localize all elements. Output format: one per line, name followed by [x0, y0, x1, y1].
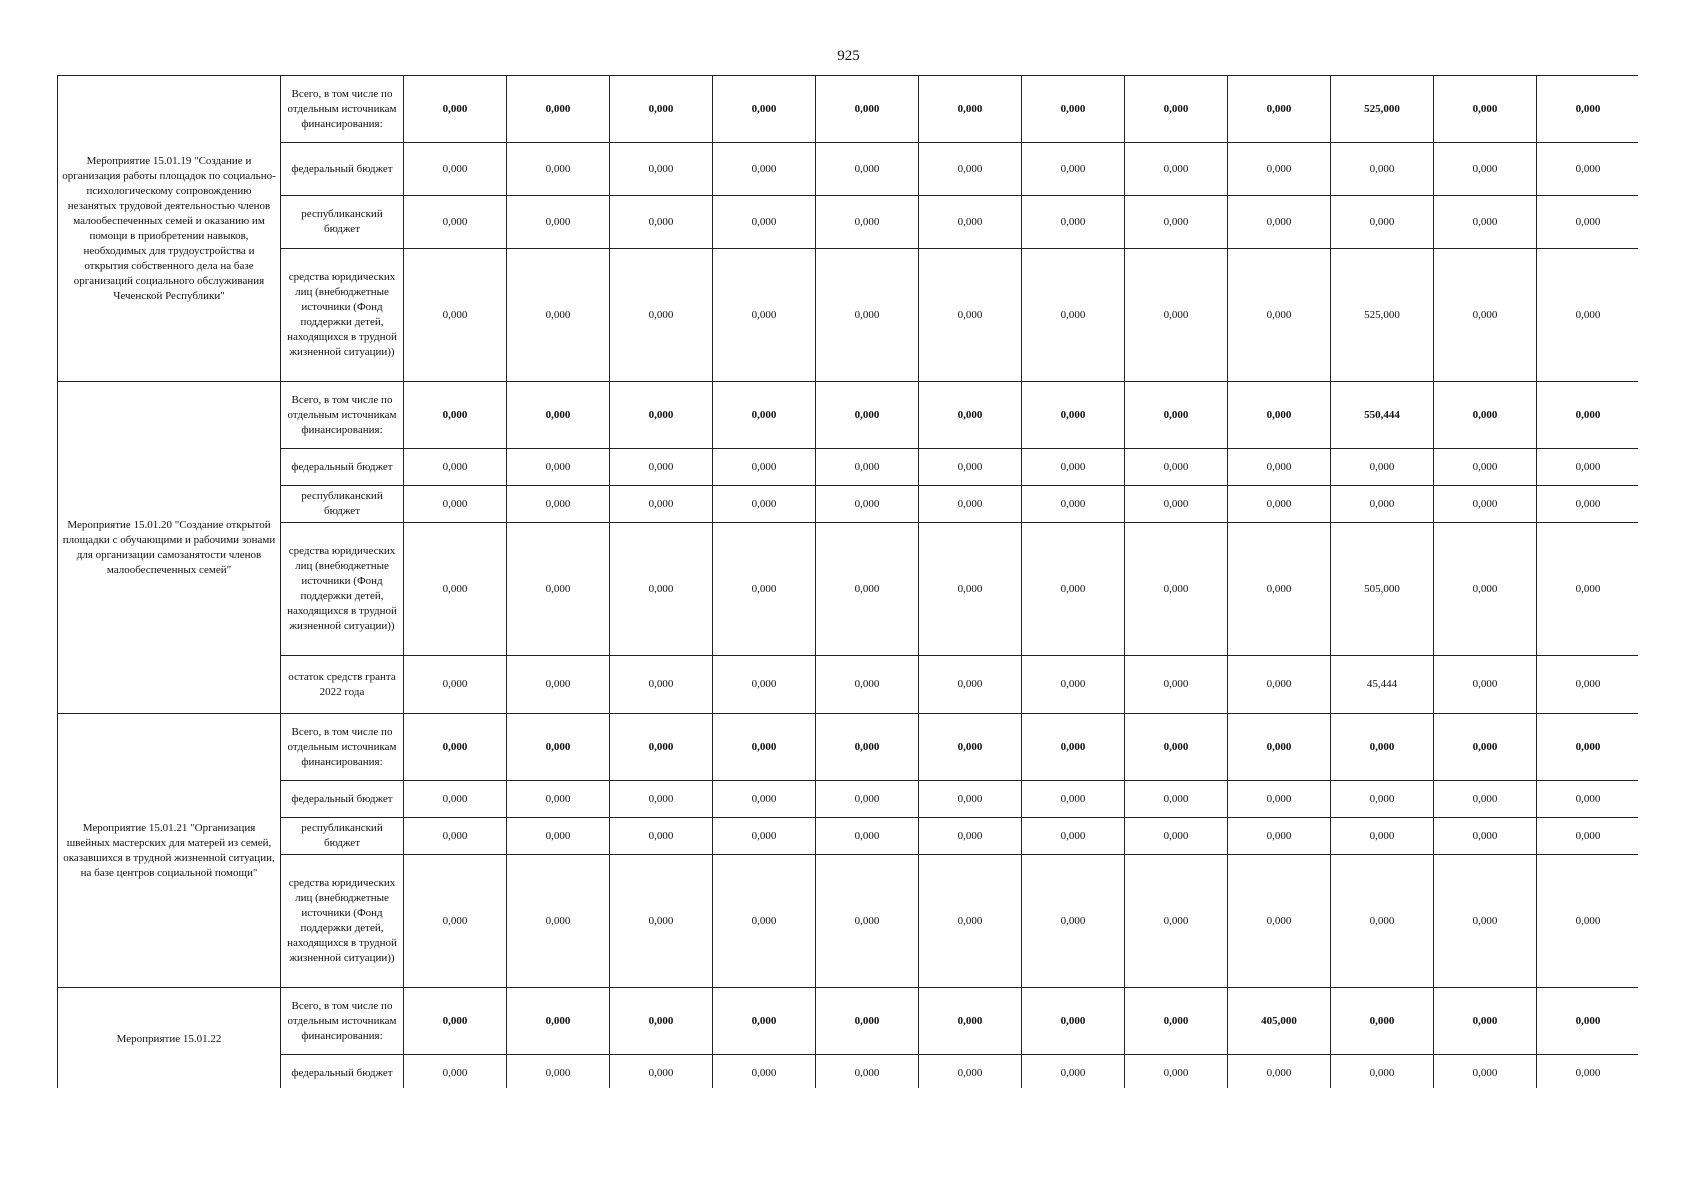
amount-cell: 0,000	[1125, 382, 1228, 449]
amount-cell: 0,000	[1537, 449, 1639, 486]
amount-cell: 0,000	[713, 196, 816, 249]
amount-cell: 0,000	[816, 818, 919, 855]
amount-cell: 0,000	[1331, 449, 1434, 486]
amount-cell: 0,000	[1022, 714, 1125, 781]
amount-cell: 0,000	[507, 656, 610, 714]
funding-source-cell: республиканский бюджет	[281, 818, 404, 855]
amount-cell: 0,000	[1125, 143, 1228, 196]
amount-cell: 0,000	[1434, 781, 1537, 818]
amount-cell: 0,000	[1331, 988, 1434, 1055]
amount-cell: 0,000	[507, 486, 610, 523]
amount-cell: 0,000	[1434, 523, 1537, 656]
amount-cell: 0,000	[713, 818, 816, 855]
amount-cell: 0,000	[1022, 781, 1125, 818]
amount-cell: 0,000	[1125, 656, 1228, 714]
amount-cell: 0,000	[404, 76, 507, 143]
amount-cell: 0,000	[1125, 249, 1228, 382]
amount-cell: 0,000	[1228, 449, 1331, 486]
amount-cell: 0,000	[610, 656, 713, 714]
table-row	[58, 1055, 1639, 1089]
amount-cell: 0,000	[1125, 523, 1228, 656]
amount-cell: 0,000	[1537, 382, 1639, 449]
amount-cell: 0,000	[816, 249, 919, 382]
amount-cell: 405,000	[1228, 988, 1331, 1055]
amount-cell: 0,000	[1434, 656, 1537, 714]
amount-cell: 0,000	[507, 76, 610, 143]
amount-cell: 0,000	[1537, 781, 1639, 818]
funding-source-cell: республиканский бюджет	[281, 196, 404, 249]
amount-cell: 0,000	[919, 714, 1022, 781]
amount-cell: 0,000	[1125, 1055, 1228, 1089]
amount-cell: 0,000	[1434, 382, 1537, 449]
amount-cell: 0,000	[1125, 714, 1228, 781]
table-row	[58, 988, 1639, 1055]
amount-cell: 525,000	[1331, 76, 1434, 143]
amount-cell: 0,000	[1537, 988, 1639, 1055]
amount-cell: 0,000	[1228, 523, 1331, 656]
amount-cell: 0,000	[1537, 818, 1639, 855]
amount-cell: 0,000	[816, 382, 919, 449]
amount-cell: 0,000	[507, 449, 610, 486]
amount-cell: 0,000	[713, 1055, 816, 1089]
table-row	[58, 249, 1639, 382]
amount-cell: 0,000	[816, 1055, 919, 1089]
amount-cell: 0,000	[1228, 781, 1331, 818]
amount-cell: 0,000	[1022, 196, 1125, 249]
event-title-cell: Мероприятие 15.01.21 "Организация швейных мастерских для матерей из семей, оказавшихся в трудной жизненной ситуации, на базе центров социальной помощи"	[58, 714, 281, 988]
amount-cell: 0,000	[713, 781, 816, 818]
amount-cell: 0,000	[1228, 249, 1331, 382]
amount-cell: 0,000	[1022, 382, 1125, 449]
funding-source-cell: остаток средств гранта 2022 года	[281, 656, 404, 714]
amount-cell: 0,000	[816, 523, 919, 656]
table-row	[58, 382, 1639, 449]
amount-cell: 0,000	[1022, 143, 1125, 196]
amount-cell: 0,000	[713, 988, 816, 1055]
amount-cell: 0,000	[1022, 988, 1125, 1055]
funding-source-cell: средства юридических лиц (внебюджетные источники (Фонд поддержки детей, находящихся в трудной жизненной ситуации))	[281, 523, 404, 656]
amount-cell: 0,000	[1125, 818, 1228, 855]
amount-cell: 0,000	[1022, 249, 1125, 382]
amount-cell: 0,000	[1537, 523, 1639, 656]
amount-cell: 0,000	[404, 656, 507, 714]
amount-cell: 0,000	[404, 143, 507, 196]
amount-cell: 0,000	[713, 855, 816, 988]
amount-cell: 0,000	[404, 714, 507, 781]
amount-cell: 0,000	[1434, 143, 1537, 196]
amount-cell: 0,000	[404, 486, 507, 523]
table-row	[58, 143, 1639, 196]
amount-cell: 0,000	[919, 382, 1022, 449]
funding-source-cell: федеральный бюджет	[281, 1055, 404, 1089]
amount-cell: 0,000	[713, 486, 816, 523]
amount-cell: 0,000	[1228, 855, 1331, 988]
amount-cell: 0,000	[404, 818, 507, 855]
amount-cell: 0,000	[816, 143, 919, 196]
amount-cell: 0,000	[507, 249, 610, 382]
table-row	[58, 714, 1639, 781]
amount-cell: 0,000	[1125, 486, 1228, 523]
amount-cell: 0,000	[1228, 656, 1331, 714]
funding-source-cell: средства юридических лиц (внебюджетные источники (Фонд поддержки детей, находящихся в трудной жизненной ситуации))	[281, 855, 404, 988]
amount-cell: 0,000	[919, 523, 1022, 656]
amount-cell: 0,000	[404, 449, 507, 486]
amount-cell: 0,000	[1434, 249, 1537, 382]
amount-cell: 550,444	[1331, 382, 1434, 449]
funding-source-cell: Всего, в том числе по отдельным источникам финансирования:	[281, 76, 404, 143]
amount-cell: 0,000	[919, 818, 1022, 855]
amount-cell: 0,000	[1228, 382, 1331, 449]
amount-cell: 0,000	[1537, 714, 1639, 781]
amount-cell: 0,000	[1434, 449, 1537, 486]
amount-cell: 0,000	[1434, 76, 1537, 143]
amount-cell: 0,000	[1537, 196, 1639, 249]
amount-cell: 0,000	[1434, 196, 1537, 249]
amount-cell: 0,000	[816, 449, 919, 486]
amount-cell: 0,000	[919, 143, 1022, 196]
amount-cell: 0,000	[1434, 818, 1537, 855]
funding-source-cell: средства юридических лиц (внебюджетные источники (Фонд поддержки детей, находящихся в трудной жизненной ситуации))	[281, 249, 404, 382]
amount-cell: 0,000	[1331, 781, 1434, 818]
amount-cell: 0,000	[507, 781, 610, 818]
amount-cell: 0,000	[919, 988, 1022, 1055]
amount-cell: 0,000	[610, 523, 713, 656]
amount-cell: 0,000	[610, 249, 713, 382]
amount-cell: 0,000	[816, 988, 919, 1055]
amount-cell: 0,000	[507, 988, 610, 1055]
amount-cell: 0,000	[610, 714, 713, 781]
amount-cell: 0,000	[1125, 196, 1228, 249]
amount-cell: 0,000	[507, 714, 610, 781]
table-row	[58, 818, 1639, 855]
amount-cell: 0,000	[919, 486, 1022, 523]
amount-cell: 0,000	[713, 76, 816, 143]
amount-cell: 0,000	[1537, 143, 1639, 196]
amount-cell: 0,000	[404, 196, 507, 249]
amount-cell: 0,000	[1331, 714, 1434, 781]
amount-cell: 0,000	[610, 143, 713, 196]
amount-cell: 0,000	[610, 76, 713, 143]
amount-cell: 0,000	[1537, 76, 1639, 143]
amount-cell: 0,000	[404, 382, 507, 449]
amount-cell: 0,000	[919, 855, 1022, 988]
amount-cell: 0,000	[1331, 1055, 1434, 1089]
amount-cell: 0,000	[404, 523, 507, 656]
amount-cell: 0,000	[1331, 143, 1434, 196]
funding-source-cell: федеральный бюджет	[281, 449, 404, 486]
table-row	[58, 781, 1639, 818]
amount-cell: 0,000	[1022, 818, 1125, 855]
amount-cell: 0,000	[919, 449, 1022, 486]
amount-cell: 0,000	[919, 76, 1022, 143]
amount-cell: 0,000	[1228, 76, 1331, 143]
amount-cell: 0,000	[610, 855, 713, 988]
amount-cell: 525,000	[1331, 249, 1434, 382]
amount-cell: 0,000	[610, 449, 713, 486]
amount-cell: 0,000	[713, 449, 816, 486]
amount-cell: 0,000	[816, 781, 919, 818]
amount-cell: 0,000	[507, 818, 610, 855]
amount-cell: 0,000	[507, 196, 610, 249]
amount-cell: 0,000	[507, 143, 610, 196]
amount-cell: 0,000	[713, 656, 816, 714]
amount-cell: 0,000	[816, 486, 919, 523]
amount-cell: 0,000	[816, 656, 919, 714]
amount-cell: 0,000	[1331, 486, 1434, 523]
amount-cell: 0,000	[1228, 143, 1331, 196]
amount-cell: 0,000	[1125, 781, 1228, 818]
amount-cell: 0,000	[1228, 196, 1331, 249]
amount-cell: 0,000	[919, 781, 1022, 818]
funding-table-container	[57, 75, 1638, 1088]
table-row	[58, 523, 1639, 656]
amount-cell: 0,000	[1331, 196, 1434, 249]
amount-cell: 0,000	[404, 855, 507, 988]
amount-cell: 505,000	[1331, 523, 1434, 656]
amount-cell: 0,000	[1022, 486, 1125, 523]
amount-cell: 0,000	[1434, 1055, 1537, 1089]
amount-cell: 0,000	[816, 76, 919, 143]
funding-source-cell: республиканский бюджет	[281, 486, 404, 523]
amount-cell: 0,000	[1537, 1055, 1639, 1089]
event-title-cell: Мероприятие 15.01.22	[58, 988, 281, 1089]
amount-cell: 0,000	[610, 781, 713, 818]
amount-cell: 0,000	[1022, 449, 1125, 486]
amount-cell: 0,000	[610, 1055, 713, 1089]
amount-cell: 0,000	[507, 382, 610, 449]
amount-cell: 0,000	[1537, 249, 1639, 382]
table-row	[58, 486, 1639, 523]
funding-source-cell: федеральный бюджет	[281, 781, 404, 818]
event-title-cell: Мероприятие 15.01.19 "Создание и организация работы площадок по социально-психологическому сопровождению незанятых трудовой деятельностью членов малообеспеченных семей и оказанию им помощи в приобретении навыков, необходимых для трудоустройства и открытия собственного дела на базе организаций социального обслуживания Чеченской Республики"	[58, 76, 281, 382]
funding-table	[57, 75, 1638, 1088]
amount-cell: 0,000	[713, 382, 816, 449]
amount-cell: 0,000	[1434, 486, 1537, 523]
funding-source-cell: Всего, в том числе по отдельным источникам финансирования:	[281, 382, 404, 449]
amount-cell: 0,000	[507, 523, 610, 656]
amount-cell: 0,000	[404, 1055, 507, 1089]
amount-cell: 0,000	[713, 143, 816, 196]
amount-cell: 0,000	[507, 855, 610, 988]
amount-cell: 0,000	[610, 818, 713, 855]
amount-cell: 0,000	[610, 196, 713, 249]
amount-cell: 45,444	[1331, 656, 1434, 714]
amount-cell: 0,000	[713, 249, 816, 382]
amount-cell: 0,000	[1125, 449, 1228, 486]
amount-cell: 0,000	[713, 714, 816, 781]
amount-cell: 0,000	[1434, 855, 1537, 988]
amount-cell: 0,000	[816, 855, 919, 988]
amount-cell: 0,000	[1125, 855, 1228, 988]
table-row	[58, 656, 1639, 714]
amount-cell: 0,000	[404, 249, 507, 382]
amount-cell: 0,000	[816, 196, 919, 249]
amount-cell: 0,000	[1228, 1055, 1331, 1089]
amount-cell: 0,000	[919, 1055, 1022, 1089]
amount-cell: 0,000	[1022, 523, 1125, 656]
amount-cell: 0,000	[713, 523, 816, 656]
amount-cell: 0,000	[1228, 486, 1331, 523]
page-number: 925	[837, 48, 860, 64]
amount-cell: 0,000	[919, 196, 1022, 249]
table-row	[58, 855, 1639, 988]
amount-cell: 0,000	[404, 781, 507, 818]
amount-cell: 0,000	[1228, 714, 1331, 781]
amount-cell: 0,000	[919, 249, 1022, 382]
amount-cell: 0,000	[610, 988, 713, 1055]
amount-cell: 0,000	[404, 988, 507, 1055]
amount-cell: 0,000	[919, 656, 1022, 714]
funding-source-cell: федеральный бюджет	[281, 143, 404, 196]
amount-cell: 0,000	[1331, 818, 1434, 855]
amount-cell: 0,000	[1022, 76, 1125, 143]
funding-source-cell: Всего, в том числе по отдельным источникам финансирования:	[281, 714, 404, 781]
amount-cell: 0,000	[1434, 988, 1537, 1055]
amount-cell: 0,000	[1125, 988, 1228, 1055]
amount-cell: 0,000	[1022, 656, 1125, 714]
table-row	[58, 449, 1639, 486]
amount-cell: 0,000	[816, 714, 919, 781]
amount-cell: 0,000	[1228, 818, 1331, 855]
amount-cell: 0,000	[507, 1055, 610, 1089]
funding-source-cell: Всего, в том числе по отдельным источникам финансирования:	[281, 988, 404, 1055]
event-title-cell: Мероприятие 15.01.20 "Создание открытой площадки с обучающими и рабочими зонами для организации самозанятости членов малообеспеченных семей"	[58, 382, 281, 714]
table-row	[58, 196, 1639, 249]
amount-cell: 0,000	[1537, 656, 1639, 714]
amount-cell: 0,000	[610, 486, 713, 523]
amount-cell: 0,000	[610, 382, 713, 449]
amount-cell: 0,000	[1022, 1055, 1125, 1089]
amount-cell: 0,000	[1434, 714, 1537, 781]
amount-cell: 0,000	[1022, 855, 1125, 988]
amount-cell: 0,000	[1125, 76, 1228, 143]
amount-cell: 0,000	[1537, 486, 1639, 523]
amount-cell: 0,000	[1331, 855, 1434, 988]
table-row	[58, 76, 1639, 143]
amount-cell: 0,000	[1537, 855, 1639, 988]
